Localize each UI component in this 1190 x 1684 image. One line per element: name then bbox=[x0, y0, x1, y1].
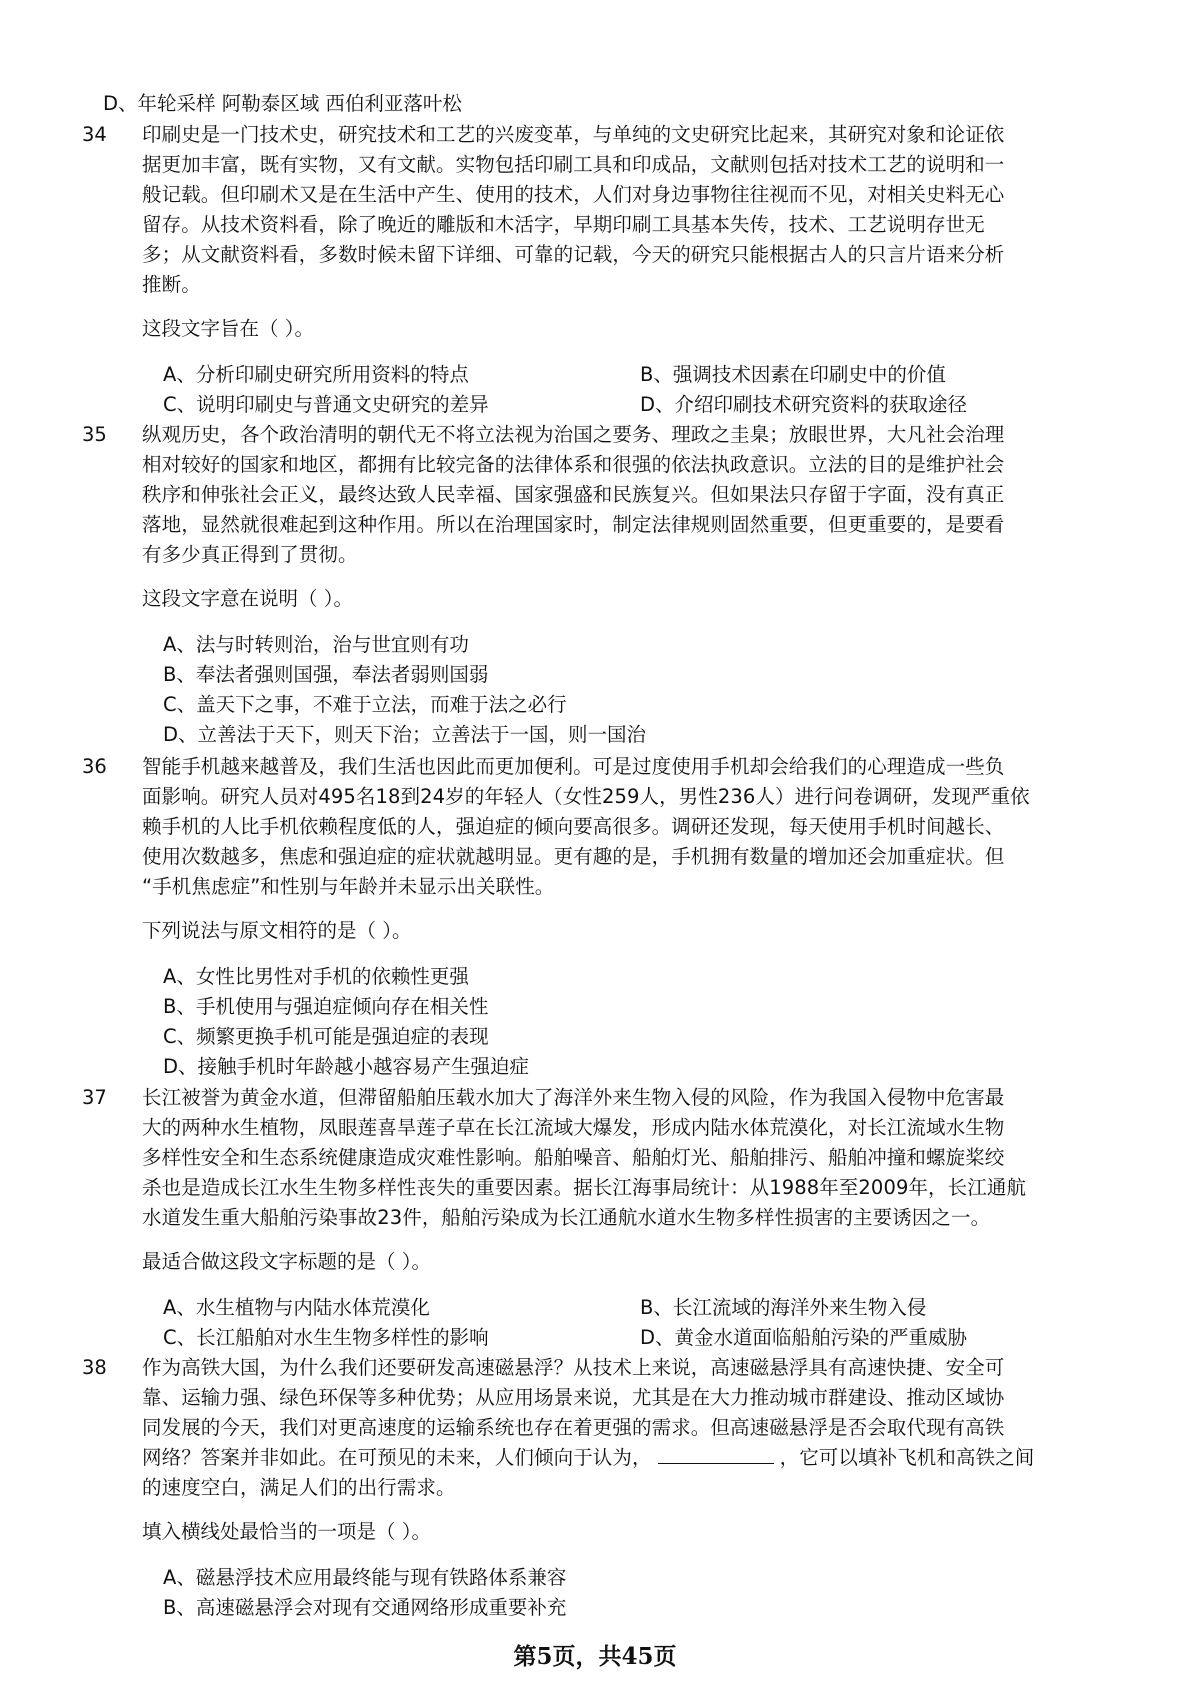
question-36-option-a[interactable]: A、女性比男性对手机的依赖性更强 bbox=[163, 965, 469, 988]
question-36-prompt: 下列说法与原文相符的是（ ）。 bbox=[142, 919, 412, 942]
passage-line: 据更加丰富，既有实物，又有文献。实物包括印刷工具和印成品，文献则包括对技术工艺的说明和一 bbox=[142, 153, 1005, 176]
question-35-passage bbox=[142, 420, 1088, 570]
passage-line: 印刷史是一门技术史，研究技术和工艺的兴废变革，与单纯的文史研究比起来，其研究对象和论证依 bbox=[142, 123, 1005, 146]
question-38-option-a[interactable]: A、磁悬浮技术应用最终能与现有铁路体系兼容 bbox=[163, 1566, 567, 1589]
question-34-prompt: 这段文字旨在（ ）。 bbox=[142, 317, 314, 340]
passage-line: 多样性安全和生态系统健康造成灾难性影响。船舶噪音、船舶灯光、船舶排污、船舶冲撞和螺旋桨绞 bbox=[142, 1146, 1005, 1169]
question-37-option-c[interactable]: C、长江船舶对水生生物多样性的影响 bbox=[163, 1326, 489, 1349]
question-35-option-d[interactable]: D、立善法于天下，则天下治；立善法于一国，则一国治 bbox=[163, 723, 647, 746]
question-34-option-b[interactable]: B、强调技术因素在印刷史中的价值 bbox=[640, 363, 946, 386]
passage-line: 有多少真正得到了贯彻。 bbox=[142, 543, 358, 566]
passage-text: ，它可以填补飞机和高铁之间 bbox=[779, 1446, 1035, 1469]
question-37-option-d[interactable]: D、黄金水道面临船舶污染的严重威胁 bbox=[640, 1326, 968, 1349]
passage-line: 杀也是造成长江水生生物多样性丧失的重要因素。据长江海事局统计：从1988年至2009年，长江通航 bbox=[142, 1176, 1027, 1199]
question-number: 38 bbox=[82, 1356, 107, 1379]
question-37-option-a[interactable]: A、水生植物与内陆水体荒漠化 bbox=[163, 1296, 430, 1319]
question-35-option-a[interactable]: A、法与时转则治，治与世宜则有功 bbox=[163, 633, 469, 656]
passage-line: 智能手机越来越普及，我们生活也因此而更加便利。可是过度使用手机却会给我们的心理造成一些负 bbox=[142, 755, 1005, 778]
question-37-option-b[interactable]: B、长江流域的海洋外来生物入侵 bbox=[640, 1296, 927, 1319]
passage-line: 多；从文献资料看，多数时候未留下详细、可靠的记载，今天的研究只能根据古人的只言片语来分析 bbox=[142, 243, 1005, 266]
question-35-option-c[interactable]: C、盖天下之事，不难于立法，而难于法之必行 bbox=[163, 693, 567, 716]
passage-line: 面影响。研究人员对495名18到24岁的年轻人（女性259人，男性236人）进行问卷调研，发现严重依 bbox=[142, 785, 1030, 808]
passage-line: “手机焦虑症”和性别与年龄并未显示出关联性。 bbox=[142, 875, 555, 898]
prev-option-d: D、年轮采样 阿勒泰区域 西伯利亚落叶松 bbox=[103, 92, 462, 115]
question-34-passage bbox=[142, 120, 1088, 300]
passage-line: 水道发生重大船舶污染事故23件，船舶污染成为长江通航水道水生物多样性损害的主要诱因之一。 bbox=[142, 1206, 991, 1229]
passage-line: 般记载。但印刷术又是在生活中产生、使用的技术，人们对身边事物往往视而不见，对相关史料无心 bbox=[142, 183, 1005, 206]
passage-line: 纵观历史，各个政治清明的朝代无不将立法视为治国之要务、理政之圭臬；放眼世界，大凡社会治理 bbox=[142, 423, 1005, 446]
question-38-passage bbox=[142, 1353, 1088, 1503]
passage-text: 网络？答案并非如此。在可预见的未来，人们倾向于认为， bbox=[142, 1446, 652, 1469]
question-number: 35 bbox=[82, 423, 107, 446]
question-number: 34 bbox=[82, 123, 107, 146]
passage-line: 同发展的今天，我们对更高速度的运输系统也存在着更强的需求。但高速磁悬浮是否会取代现有高铁 bbox=[142, 1416, 1005, 1439]
page-footer: 第5页，共45页 bbox=[513, 1643, 677, 1670]
passage-line: 留存。从技术资料看，除了晚近的雕版和木活字，早期印刷工具基本失传，技术、工艺说明存世无 bbox=[142, 213, 985, 236]
passage-line: 相对较好的国家和地区，都拥有比较完备的法律体系和很强的依法执政意识。立法的目的是维护社会 bbox=[142, 453, 1005, 476]
question-number: 37 bbox=[82, 1086, 107, 1109]
question-36-option-b[interactable]: B、手机使用与强迫症倾向存在相关性 bbox=[163, 995, 489, 1018]
question-36-option-d[interactable]: D、接触手机时年龄越小越容易产生强迫症 bbox=[163, 1055, 530, 1078]
question-34-option-c[interactable]: C、说明印刷史与普通文史研究的差异 bbox=[163, 393, 489, 416]
passage-line: 靠、运输力强、绿色环保等多种优势；从应用场景来说，尤其是在大力推动城市群建设、推动区域协 bbox=[142, 1386, 1005, 1409]
question-37-prompt: 最适合做这段文字标题的是（ ）。 bbox=[142, 1250, 431, 1273]
question-37-passage bbox=[142, 1083, 1088, 1233]
passage-line: 使用次数越多，焦虑和强迫症的症状就越明显。更有趣的是，手机拥有数量的增加还会加重症状。但 bbox=[142, 845, 1005, 868]
passage-line: 落地，显然就很难起到这种作用。所以在治理国家时，制定法律规则固然重要，但更重要的，是要看 bbox=[142, 513, 1005, 536]
question-38-prompt: 填入横线处最恰当的一项是（ ）。 bbox=[142, 1520, 431, 1543]
passage-line: 作为高铁大国，为什么我们还要研发高速磁悬浮？从技术上来说，高速磁悬浮具有高速快捷、安全可 bbox=[142, 1356, 1005, 1379]
passage-line-with-blank bbox=[142, 1443, 1088, 1473]
fill-in-blank bbox=[658, 1443, 774, 1464]
question-number: 36 bbox=[82, 755, 107, 778]
passage-line: 的速度空白，满足人们的出行需求。 bbox=[142, 1476, 456, 1499]
question-38-option-b[interactable]: B、高速磁悬浮会对现有交通网络形成重要补充 bbox=[163, 1596, 567, 1619]
question-34-option-a[interactable]: A、分析印刷史研究所用资料的特点 bbox=[163, 363, 469, 386]
passage-line: 大的两种水生植物，凤眼莲喜旱莲子草在长江流域大爆发，形成内陆水体荒漠化，对长江流域水生物 bbox=[142, 1116, 1005, 1139]
question-35-option-b[interactable]: B、奉法者强则国强，奉法者弱则国弱 bbox=[163, 663, 489, 686]
passage-line: 推断。 bbox=[142, 273, 201, 296]
question-34-option-d[interactable]: D、介绍印刷技术研究资料的获取途径 bbox=[640, 393, 968, 416]
passage-line: 秩序和伸张社会正义，最终达致人民幸福、国家强盛和民族复兴。但如果法只存留于字面，没有真正 bbox=[142, 483, 1005, 506]
question-36-passage bbox=[142, 752, 1088, 902]
passage-line: 赖手机的人比手机依赖程度低的人，强迫症的倾向要高很多。调研还发现，每天使用手机时间越长、 bbox=[142, 815, 1005, 838]
question-36-option-c[interactable]: C、频繁更换手机可能是强迫症的表现 bbox=[163, 1025, 489, 1048]
passage-line: 长江被誉为黄金水道，但滞留船舶压载水加大了海洋外来生物入侵的风险，作为我国入侵物中危害最 bbox=[142, 1086, 1005, 1109]
question-35-prompt: 这段文字意在说明（ ）。 bbox=[142, 587, 353, 610]
